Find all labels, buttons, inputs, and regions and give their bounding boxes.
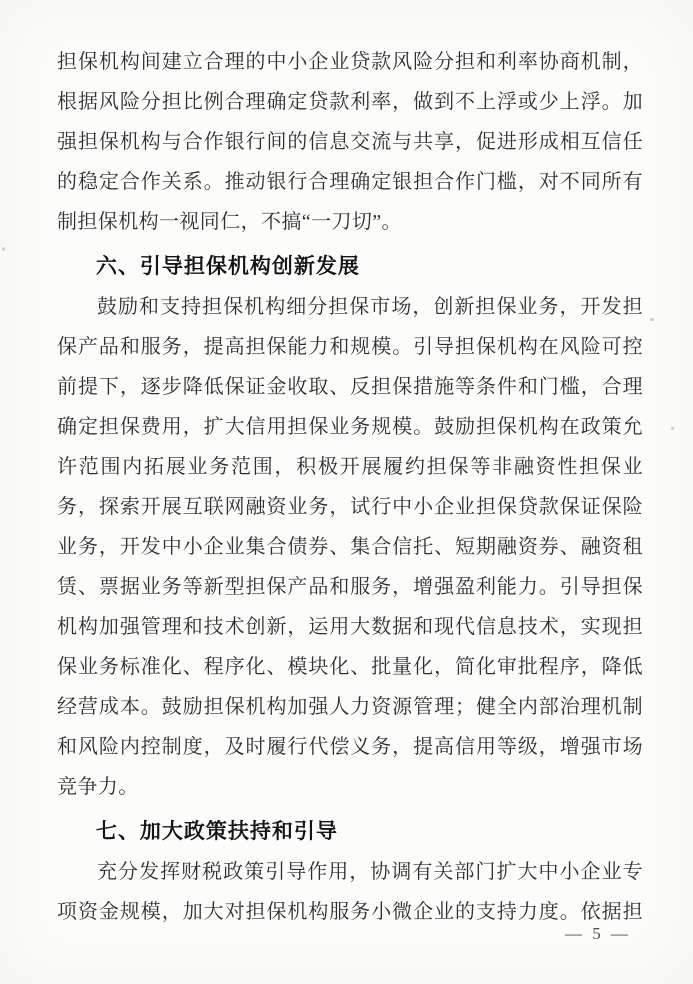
document-line: 业务，开发中小企业集合债券、集合信托、短期融资券、融资租 — [57, 536, 643, 558]
document-line: 前提下，逐步降低保证金收取、反担保措施等条件和门槛，合理 — [57, 376, 643, 398]
section-heading-6: 六、引导担保机构创新发展 — [95, 255, 360, 278]
scan-speck — [2, 247, 5, 251]
document-line: 充分发挥财税政策引导作用，协调有关部门扩大中小企业专 — [97, 861, 643, 883]
document-line: 保业务标准化、程序化、模块化、批量化，简化审批程序，降低 — [57, 656, 643, 678]
document-line: 务，探索开展互联网融资业务，试行中小企业担保贷款保证保险 — [57, 496, 643, 518]
section-heading-7: 七、加大政策扶持和引导 — [95, 820, 338, 843]
document-line: 确定担保费用，扩大信用担保业务规模。鼓励担保机构在政策允 — [57, 416, 643, 438]
document-line: 保产品和服务，提高担保能力和规模。引导担保机构在风险可控 — [57, 336, 643, 358]
page-number: — 5 — — [565, 924, 631, 943]
scan-speck — [671, 427, 674, 430]
document-line: 赁、票据业务等新型担保产品和服务，增强盈利能力。引导担保 — [57, 576, 643, 598]
document-line: 担保机构间建立合理的中小企业贷款风险分担和利率协商机制， — [57, 51, 643, 73]
document-line: 竞争力。 — [57, 776, 139, 798]
document-line: 鼓励和支持担保机构细分担保市场，创新担保业务，开发担 — [97, 296, 643, 318]
scan-speck — [650, 318, 654, 321]
document-line: 和风险内控制度，及时履行代偿义务，提高信用等级，增强市场 — [57, 736, 643, 758]
document-line: 项资金规模，加大对担保机构服务小微企业的支持力度。依据担 — [57, 901, 643, 923]
document-line: 机构加强管理和技术创新，运用大数据和现代信息技术，实现担 — [57, 616, 643, 638]
document-line: 强担保机构与合作银行间的信息交流与共享，促进形成相互信任 — [57, 131, 643, 153]
document-line: 的稳定合作关系。推动银行合理确定银担合作门槛，对不同所有 — [57, 171, 643, 193]
document-body — [57, 42, 643, 932]
document-line: 许范围内拓展业务范围，积极开展履约担保等非融资性担保业 — [57, 456, 643, 478]
document-line: 根据风险分担比例合理确定贷款利率，做到不上浮或少上浮。加 — [57, 91, 643, 113]
document-line: 制担保机构一视同仁，不搞“一刀切”。 — [57, 211, 402, 233]
document-line: 经营成本。鼓励担保机构加强人力资源管理；健全内部治理机制 — [57, 696, 643, 718]
